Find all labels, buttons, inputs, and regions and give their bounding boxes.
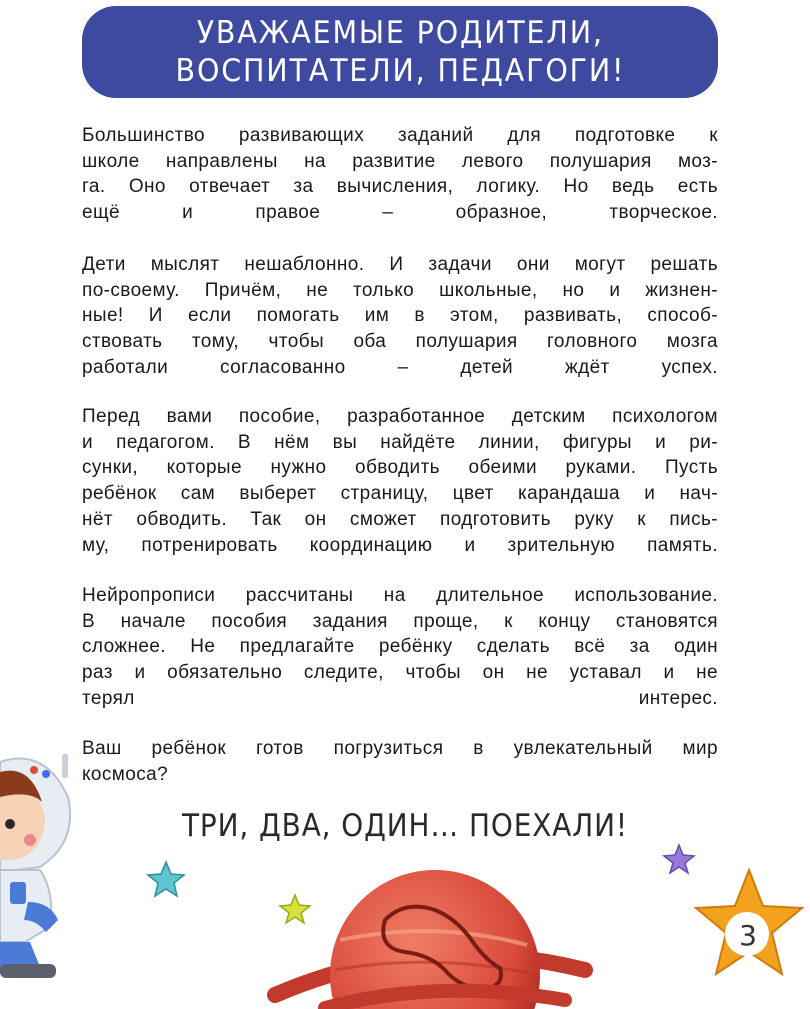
header-title-line-1: УВАЖАЕМЫЕ РОДИТЕЛИ,	[196, 15, 604, 51]
paragraph-line: Нейропрописи рассчитаны на длительное использование.	[82, 585, 718, 606]
paragraph-line: терял интерес.	[82, 687, 718, 709]
header-banner	[82, 6, 718, 98]
paragraph-line: ные! И если помогать им в этом, развивать, способ-	[82, 305, 718, 327]
paragraph-line: ещё и правое – образное, творческое.	[82, 202, 718, 224]
paragraph-line: раз и обязательно следите, чтобы он не уставал и не	[82, 662, 718, 684]
paragraph-line: по-своему. Причём, не только школьные, но и жизнен-	[82, 279, 718, 301]
paragraph-5	[82, 736, 718, 787]
planet-illustration	[265, 860, 595, 1009]
paragraph-line: сунки, которые нужно обводить обеими руками. Пусть	[82, 457, 718, 479]
teal-star-icon	[146, 860, 186, 898]
astronaut-illustration	[0, 742, 80, 982]
paragraph-1	[82, 123, 718, 226]
page-number: 3	[739, 919, 757, 952]
slogan-heading: ТРИ, ДВА, ОДИН… ПОЕХАЛИ!	[181, 808, 629, 844]
paragraph-3	[82, 404, 718, 558]
paragraph-line: га. Оно отвечает за вычисления, логику. Но ведь есть	[82, 176, 718, 198]
paragraph-line: Перед вами пособие, разработанное детским психологом	[82, 406, 718, 427]
paragraph-line: ребёнок сам выберет страницу, цвет карандаша и нач-	[82, 483, 718, 505]
paragraph-2	[82, 252, 718, 381]
paragraph-line: му, потренировать координацию и зрительную память.	[82, 534, 718, 556]
paragraph-line: ствовать тому, чтобы оба полушария головного мозга	[82, 331, 718, 353]
paragraph-line: космоса?	[82, 763, 169, 785]
paragraph-line: Большинство развивающих заданий для подготовке к	[82, 125, 718, 146]
paragraph-line: школе направлены на развитие левого полушария моз-	[82, 150, 718, 172]
paragraph-line: и педагогом. В нём вы найдёте линии, фигуры и ри-	[82, 431, 718, 453]
paragraph-line: В начале пособия задания проще, к концу становятся	[82, 610, 718, 632]
paragraph-line: сложнее. Не предлагайте ребёнку сделать всё за один	[82, 636, 718, 658]
paragraph-line: Дети мыслят нешаблонно. И задачи они могут решать	[82, 254, 718, 275]
paragraph-line: Ваш ребёнок готов погрузиться в увлекательный мир	[82, 738, 718, 759]
paragraph-4	[82, 583, 718, 712]
header-title-line-2: ВОСПИТАТЕЛИ, ПЕДАГОГИ!	[175, 53, 625, 89]
paragraph-line: работали согласованно – детей ждёт успех.	[82, 356, 718, 378]
paragraph-line: нёт обводить. Так он сможет подготовить руку к пись-	[82, 508, 718, 530]
